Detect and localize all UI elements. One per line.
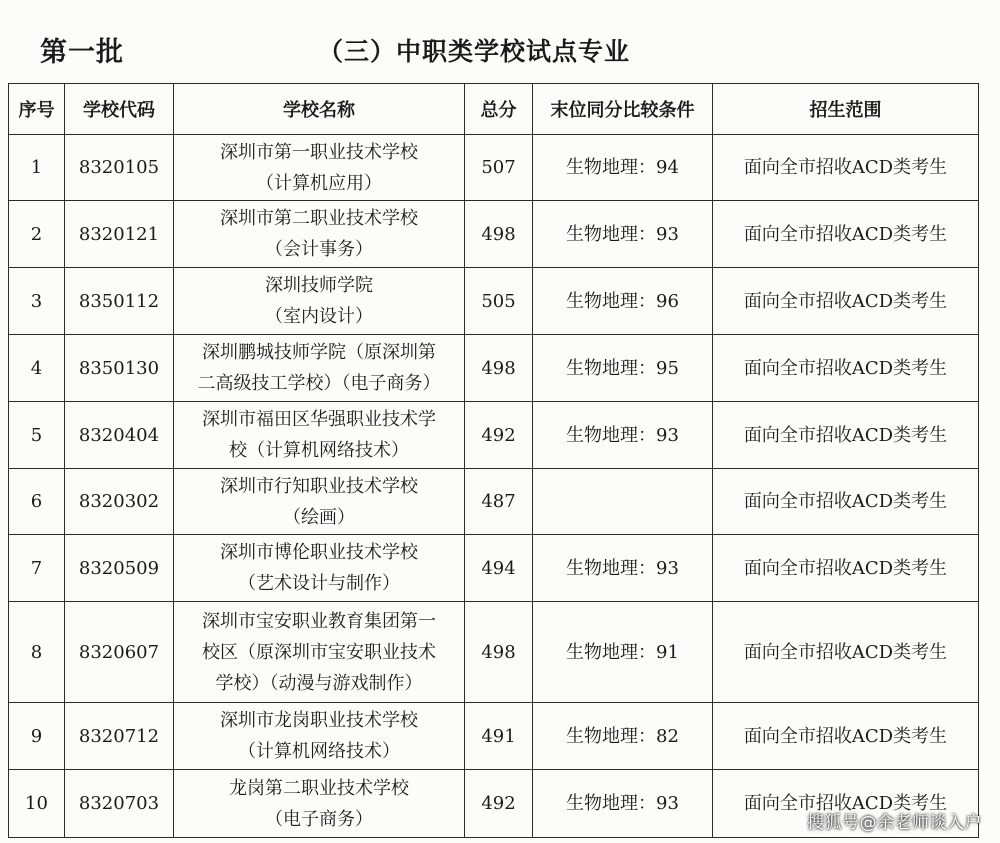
school-name-line: 深圳市龙岗职业技术学校 bbox=[220, 710, 418, 731]
cell-scope: 面向全市招收ACD类考生 bbox=[713, 335, 979, 402]
school-major-line: 学校）（动漫与游戏制作） bbox=[215, 672, 423, 694]
cell-scope: 面向全市招收ACD类考生 bbox=[713, 135, 979, 201]
cell-school-name bbox=[174, 402, 465, 469]
table-row bbox=[9, 201, 979, 268]
table-row bbox=[9, 402, 979, 469]
school-major-line: 校（计算机网络技术） bbox=[229, 440, 409, 461]
cell-scope: 面向全市招收ACD类考生 bbox=[713, 535, 979, 602]
cell-tiebreak: 生物地理：95 bbox=[533, 335, 713, 402]
school-major-line: （计算机应用） bbox=[256, 172, 382, 194]
col-header-code: 学校代码 bbox=[65, 84, 174, 135]
cell-code: 8320509 bbox=[65, 535, 174, 602]
table-row bbox=[9, 703, 979, 770]
cell-school-name bbox=[174, 770, 465, 838]
school-major-line: （电子商务） bbox=[265, 808, 373, 830]
cell-code: 8320105 bbox=[65, 135, 174, 201]
school-major-line: （计算机网络技术） bbox=[238, 741, 400, 762]
cell-scope: 面向全市招收ACD类考生 bbox=[713, 469, 979, 535]
cell-tiebreak: 生物地理：93 bbox=[533, 770, 713, 838]
cell-seq: 5 bbox=[9, 402, 65, 469]
cell-tiebreak bbox=[533, 469, 713, 535]
cell-scope: 面向全市招收ACD类考生 bbox=[713, 770, 979, 838]
cell-code: 8320302 bbox=[65, 469, 174, 535]
table-row bbox=[9, 135, 979, 201]
cell-seq: 6 bbox=[9, 469, 65, 535]
cell-tiebreak: 生物地理：82 bbox=[533, 703, 713, 770]
cell-tiebreak: 生物地理：96 bbox=[533, 268, 713, 335]
cell-tiebreak: 生物地理：93 bbox=[533, 535, 713, 602]
school-name-line: 深圳市宝安职业教育集团第一 bbox=[202, 610, 436, 632]
cell-code: 8320607 bbox=[65, 602, 174, 703]
col-header-name: 学校名称 bbox=[174, 84, 465, 135]
cell-total: 487 bbox=[465, 469, 533, 535]
cell-school-name bbox=[174, 201, 465, 268]
cell-total: 498 bbox=[465, 335, 533, 402]
table-header-row bbox=[9, 84, 979, 135]
school-name-line: 深圳市福田区华强职业技术学 bbox=[202, 409, 436, 430]
cell-code: 8320404 bbox=[65, 402, 174, 469]
cell-scope: 面向全市招收ACD类考生 bbox=[713, 703, 979, 770]
school-name-line: 深圳技师学院 bbox=[265, 275, 373, 296]
cell-school-name bbox=[174, 268, 465, 335]
school-name-line: 深圳鹏城技师学院（原深圳第 bbox=[202, 342, 436, 363]
cell-seq: 7 bbox=[9, 535, 65, 602]
cell-code: 8350112 bbox=[65, 268, 174, 335]
cell-total: 498 bbox=[465, 201, 533, 268]
table-row bbox=[9, 469, 979, 535]
cell-code: 8320712 bbox=[65, 703, 174, 770]
school-name-line: 深圳市行知职业技术学校 bbox=[220, 475, 418, 497]
school-name-line: 深圳市第一职业技术学校 bbox=[220, 141, 418, 163]
cell-total: 507 bbox=[465, 135, 533, 201]
source-watermark: 搜狐号@余老师谈入户 bbox=[807, 813, 982, 833]
cell-seq: 2 bbox=[9, 201, 65, 268]
cell-tiebreak: 生物地理：93 bbox=[533, 402, 713, 469]
cell-school-name bbox=[174, 469, 465, 535]
col-header-scope: 招生范围 bbox=[713, 84, 979, 135]
table-row bbox=[9, 335, 979, 402]
cell-code: 8350130 bbox=[65, 335, 174, 402]
school-major-line: 二高级技工学校）（电子商务） bbox=[197, 373, 441, 394]
cell-school-name bbox=[174, 135, 465, 201]
school-major-line: （绘画） bbox=[283, 506, 355, 528]
col-header-total: 总分 bbox=[465, 84, 533, 135]
cell-tiebreak: 生物地理：93 bbox=[533, 201, 713, 268]
admission-table bbox=[8, 83, 979, 838]
school-name-line: 深圳市第二职业技术学校 bbox=[220, 208, 418, 229]
cell-seq: 10 bbox=[9, 770, 65, 838]
school-name-line: 龙岗第二职业技术学校 bbox=[229, 777, 409, 799]
school-name-line: 校区（原深圳市宝安职业技术 bbox=[202, 641, 436, 663]
table-row bbox=[9, 268, 979, 335]
cell-code: 8320121 bbox=[65, 201, 174, 268]
cell-scope: 面向全市招收ACD类考生 bbox=[713, 268, 979, 335]
cell-total: 492 bbox=[465, 770, 533, 838]
cell-total: 505 bbox=[465, 268, 533, 335]
cell-code: 8320703 bbox=[65, 770, 174, 838]
cell-scope: 面向全市招收ACD类考生 bbox=[713, 402, 979, 469]
cell-school-name bbox=[174, 335, 465, 402]
cell-seq: 1 bbox=[9, 135, 65, 201]
table-row bbox=[9, 602, 979, 703]
table-title: （三）中职类学校试点专业 bbox=[318, 37, 631, 66]
col-header-seq: 序号 bbox=[9, 84, 65, 135]
cell-seq: 4 bbox=[9, 335, 65, 402]
table-row bbox=[9, 535, 979, 602]
school-major-line: （会计事务） bbox=[265, 239, 373, 260]
cell-school-name bbox=[174, 703, 465, 770]
cell-scope: 面向全市招收ACD类考生 bbox=[713, 201, 979, 268]
cell-tiebreak: 生物地理：91 bbox=[533, 602, 713, 703]
cell-total: 492 bbox=[465, 402, 533, 469]
school-name-line: 深圳市博伦职业技术学校 bbox=[220, 542, 418, 563]
cell-school-name bbox=[174, 535, 465, 602]
cell-seq: 8 bbox=[9, 602, 65, 703]
cell-school-name bbox=[174, 602, 465, 703]
col-header-tiebreak: 末位同分比较条件 bbox=[533, 84, 713, 135]
cell-total: 498 bbox=[465, 602, 533, 703]
school-major-line: （艺术设计与制作） bbox=[238, 573, 400, 594]
cell-total: 494 bbox=[465, 535, 533, 602]
school-major-line: （室内设计） bbox=[265, 306, 373, 327]
cell-seq: 9 bbox=[9, 703, 65, 770]
cell-scope: 面向全市招收ACD类考生 bbox=[713, 602, 979, 703]
cell-total: 491 bbox=[465, 703, 533, 770]
batch-label: 第一批 bbox=[40, 37, 124, 68]
cell-tiebreak: 生物地理：94 bbox=[533, 135, 713, 201]
cell-seq: 3 bbox=[9, 268, 65, 335]
